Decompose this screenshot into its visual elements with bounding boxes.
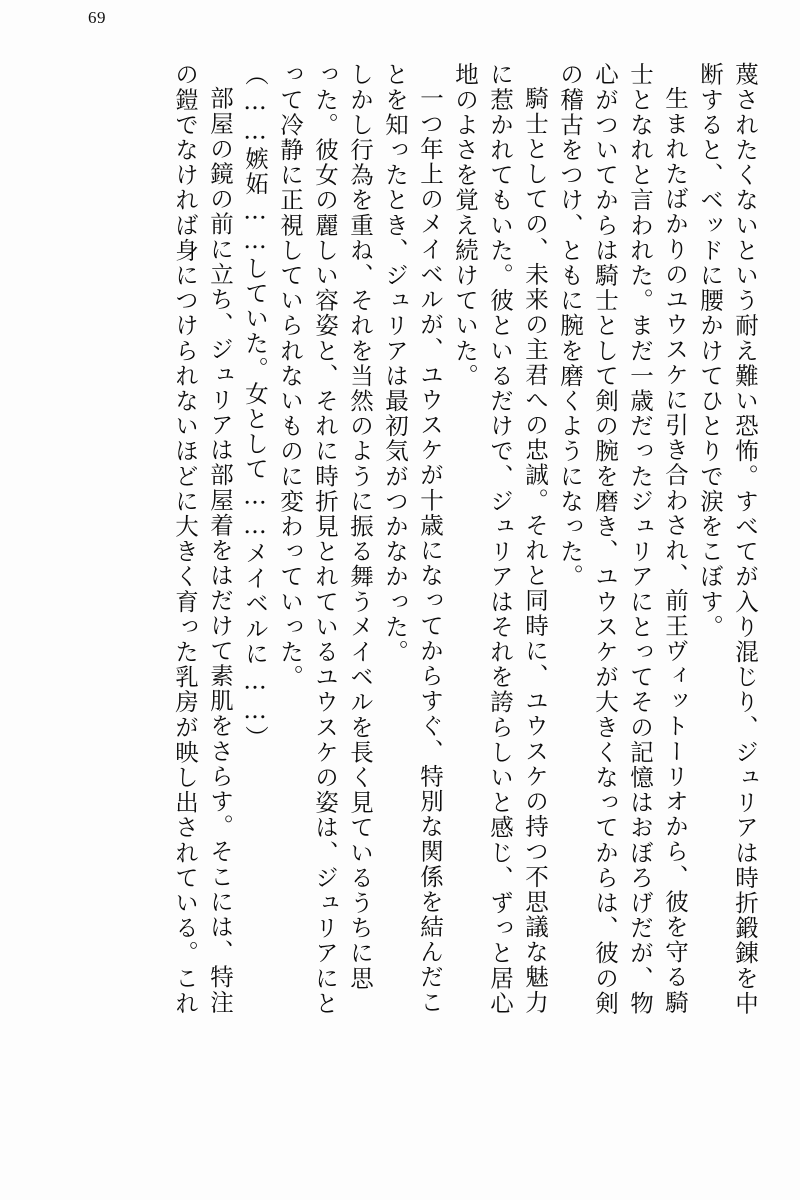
text-column: の鎧でなければ身につけられないほどに大きく育った乳房が映し出されている。これ — [171, 62, 199, 1016]
text-column: の稽古をつけ、ともに腕を磨くようになった。 — [556, 62, 584, 590]
page-number: 69 — [88, 8, 106, 27]
text-column: 騎士としての、未来の主君への忠誠。それと同時に、ユウスケの持つ不思議な魅力 — [521, 86, 549, 1015]
text-column: 心がついてからは騎士として剣の腕を磨き、ユウスケが大きくなってからは、彼の剣 — [591, 62, 619, 1016]
text-column: 一つ年上のメイベルが、ユウスケが十歳になってからすぐ、特別な関係を結んだこ — [416, 86, 444, 1015]
text-column: に惹かれてもいた。彼といるだけで、ジュリアはそれを誇らしいと感じ、ずっと居心 — [486, 62, 514, 1016]
text-column: 生まれたばかりのユウスケに引き合わされ、前王ヴィットーリオから、彼を守る騎 — [661, 86, 689, 1015]
text-column: とを知ったとき、ジュリアは最初気がつかなかった。 — [381, 62, 409, 665]
text-column: 地のよさを覚え続けていた。 — [451, 62, 479, 389]
text-column: しかし行為を重ね、それを当然のように振る舞うメイベルを長く見ているうちに思 — [346, 62, 374, 991]
text-column: 蔑されたくないという耐え難い恐怖。すべてが入り混じり、ジュリアは時折鍛錬を中 — [731, 62, 759, 1016]
text-column: 士となれと言われた。まだ一歳だったジュリアにとってその記憶はおぼろげだが、物 — [626, 62, 654, 1016]
text-column: って冷静に正視していられないものに変わっていった。 — [276, 62, 304, 690]
text-column: った。彼女の麗しい容姿と、それに時折見とれているユウスケの姿は、ジュリアにと — [311, 62, 339, 1016]
text-column: （……嫉妬……していた。女として……メイベルに……） — [241, 62, 269, 751]
vertical-text-body — [60, 62, 759, 1122]
text-column: 部屋の鏡の前に立ち、ジュリアは部屋着をはだけて素肌をさらす。そこには、特注 — [206, 86, 234, 1015]
text-column: 断すると、ベッドに腰かけてひとりで涙をこぼす。 — [696, 62, 724, 640]
